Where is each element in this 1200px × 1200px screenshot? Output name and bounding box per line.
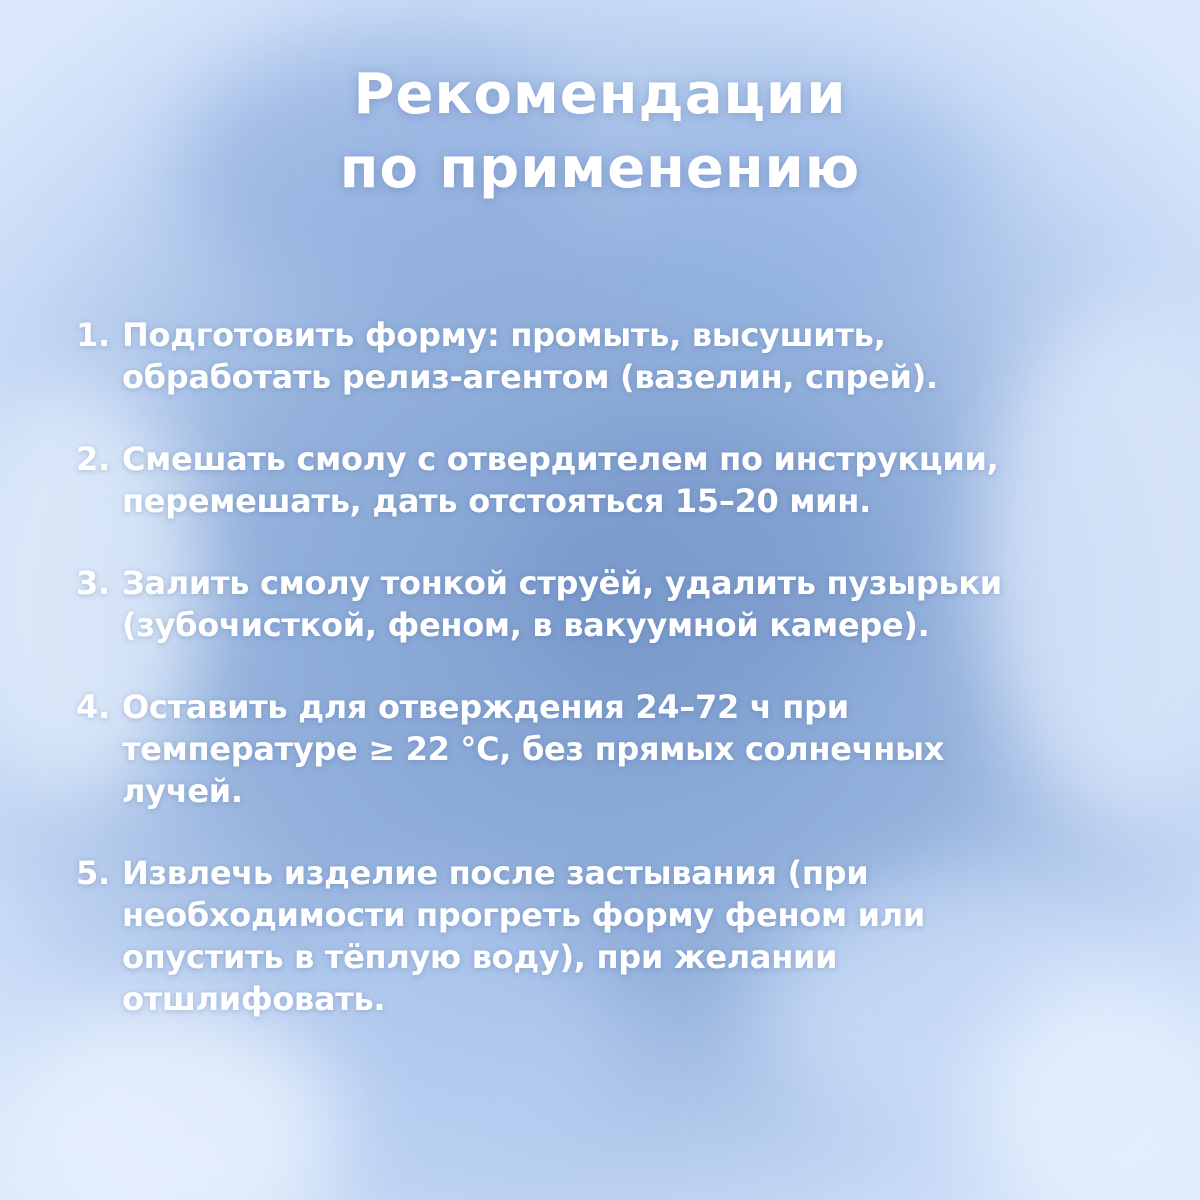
page-title [0,58,1200,206]
step-text-line: обработать релиз-агентом (вазелин, спрей). [122,358,938,396]
step-number: 5. [76,854,110,892]
step-item-5 [76,852,1156,1020]
step-text-line: Смешать смолу с отвердителем по инструкции, [122,440,999,478]
step-number: 4. [76,688,110,726]
step-item-2 [76,438,1156,522]
steps-list [76,314,1156,1020]
step-text-line: Подготовить форму: промыть, высушить, [122,316,886,354]
step-text-line: Оставить для отверждения 24–72 ч при [122,688,849,726]
step-item-3 [76,562,1156,646]
step-text-line: температуре ≥ 22 °С, без прямых солнечных [122,730,945,768]
step-text [122,852,1156,1020]
step-text-line: необходимости прогреть форму феном или [122,896,926,934]
step-text-line: Залить смолу тонкой струёй, удалить пузырьки [122,564,1002,602]
title-line-1: Рекомендации [353,62,847,127]
step-text-line: (зубочисткой, феном, в вакуумной камере). [122,606,930,644]
step-text [122,438,1156,522]
step-text-line: перемешать, дать отстояться 15–20 мин. [122,482,871,520]
step-text [122,686,1156,812]
step-text-line: лучей. [122,772,243,810]
step-item-4 [76,686,1156,812]
step-text-line: Извлечь изделие после застывания (при [122,854,869,892]
title-line-2: по применению [339,136,861,201]
step-text [122,314,1156,398]
step-number: 3. [76,564,110,602]
step-text [122,562,1156,646]
step-item-1 [76,314,1156,398]
step-number: 1. [76,316,110,354]
step-number: 2. [76,440,110,478]
step-text-line: опустить в тёплую воду), при желании [122,938,838,976]
step-text-line: отшлифовать. [122,980,386,1018]
